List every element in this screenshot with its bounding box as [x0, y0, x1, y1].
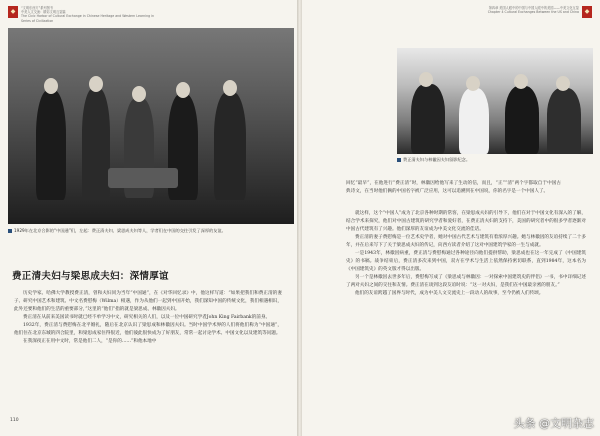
person-head: [514, 74, 528, 89]
person-head: [132, 86, 146, 102]
body-paragraph: 历史学家、哈佛大学教授费正清，曾和夫妇同为当年“中国通”，在《对华回忆录》中，他这样写道：“如果把我们和费正清的妻子、研究中国艺术和建筑、中文名费慰梅（Wilma）相遇，作为从他们一起到中国开始，我们深知中国的传统文化，我们相遇相识，此外还要和他们的生活的重要部分，”这里的“他们”指的就是梁思成、林徽因夫妇。: [14, 291, 282, 312]
historic-group-photo: [8, 28, 294, 224]
person-figure: [547, 88, 581, 154]
header-left-line2: 中美人文交流：精彩文明互鉴篇: [21, 10, 66, 15]
tea-table: [108, 168, 178, 188]
series-logo-icon: ◆: [582, 6, 592, 18]
body-paragraph: 就这样，这个“中国人”成为了北京各种时期的常客，在梁思成夫妇的引导下，他们在对于中国文化有深入的了解，结合学术来探究，他们对中国古建筑的研究学者和爱好者，在费正清夫妇的支持下，美国的研究者中的很多学者逐渐对中国古代建筑有了兴趣。他们深厚的友谊成为中美文化交流的佳话。: [346, 211, 586, 232]
running-header-left: [8, 6, 158, 30]
body-paragraph: 一是1943年，林徽因病重，费正清与费慰梅通过各种途径向他们提供帮助，梁思成也在这一年完成了《中国建筑史》的书稿。战争结束后，费正清多次来到中国，双方在学术与生活上依然保持密切联系，直到1984年，这本名为《中国建筑史》的英文版才得以出版。: [346, 251, 586, 272]
left-page: [0, 0, 298, 436]
person-head: [89, 76, 103, 92]
header-left-line3: The Civic Harbor of Cultural Exchange in Chinese Heritage and Western Learning in Series of Civilization: [21, 14, 155, 23]
photo-left-caption: 1929年在北京合影的“中国通”们，左起：费正清夫妇、梁思成夫妇等人，学者们在中国的交往引发了深厚的友谊。: [8, 228, 278, 235]
right-text-column: [346, 210, 586, 298]
header-right-line2: Chapter 4 Cultural Exchanges Between the US and China: [487, 10, 579, 15]
body-paragraph: 1932年，费正清与费慰梅在北平婚礼，随后在北京认识了梁思成和林徽因夫妇。当时中国学术界的人们将他们称为“中国通”，他们住在北京东城的四合院里，和梁思成家住得很近，他们彼此很快成为了好朋友，常常一起讨论学术、中国文化以及建筑等问题。: [14, 323, 282, 336]
person-figure: [82, 88, 110, 200]
person-head: [556, 76, 570, 91]
article-title: 费正清夫妇与梁思成夫妇：深情厚谊: [12, 271, 169, 282]
right-intro-text: 回忆“最早”，在他进行“费正清”时，林徽因给他写来了生动的信，而且，“正”“清”两个字都取自于中国古典诗文，在当时他们俩的中国名字被广泛应用，这可以追溯到在中国说，你的名字是一个中国人了。: [346, 181, 561, 194]
left-text-column: [14, 290, 282, 346]
body-paragraph: 在我深夜正在用中文时，常是他们二人，“是你的……”和他本地中: [23, 339, 157, 344]
body-paragraph: 他们的友谊跨越了国界与时代，成为中美人文交流史上一段动人的故事，至今仍被人们传颂。: [355, 291, 544, 296]
series-logo-icon: ◆: [8, 6, 18, 18]
person-figure: [214, 92, 246, 200]
body-paragraph: 费正清在从前来美国读书时就已经不单学习中文，研究相关的人们，以及一位中国研究学者John King Fairbank的前身。: [23, 315, 271, 320]
person-head: [223, 80, 237, 96]
person-head: [176, 82, 190, 98]
header-left-line1: “文明东西方”系列图书: [21, 6, 53, 10]
body-paragraph: 费正清的妻子费慰梅是一位艺术史学者，她对中国古代艺术与建筑有着浓厚兴趣。她与林徽因的友谊持续了二十多年，并在后来写下了关于梁思成夫妇的传记，向西方读者介绍了这对中国建筑学家的一生与成就。: [346, 235, 586, 248]
running-header-right: [442, 6, 592, 30]
person-figure: [459, 88, 489, 154]
couples-photo: [397, 48, 593, 154]
person-figure: [411, 84, 445, 154]
body-paragraph: 另一个是林徽因去世多年后，费慰梅写成了《梁思成与林徽因：一对探索中国建筑史的伴侣》一书，书中详细记述了两对夫妇之间的交往和友情。费正清在谈到这段友谊时说：“这一对夫妇，是我们在中国最亲密的朋友。”: [346, 275, 586, 288]
person-figure: [36, 90, 66, 200]
photo-right-caption: 费正清夫妇与林徽因夫妇留影纪念。: [397, 157, 577, 164]
page-number: 110: [10, 418, 19, 423]
person-figure: [505, 86, 539, 154]
header-right-line1: 第四章 美国人眼中的中国与中国人眼中的美国——中美文化互鉴: [488, 6, 579, 10]
watermark: 头条 @文明杂志: [513, 417, 594, 430]
person-head: [466, 76, 480, 91]
person-head: [44, 78, 58, 94]
person-head: [419, 72, 433, 87]
